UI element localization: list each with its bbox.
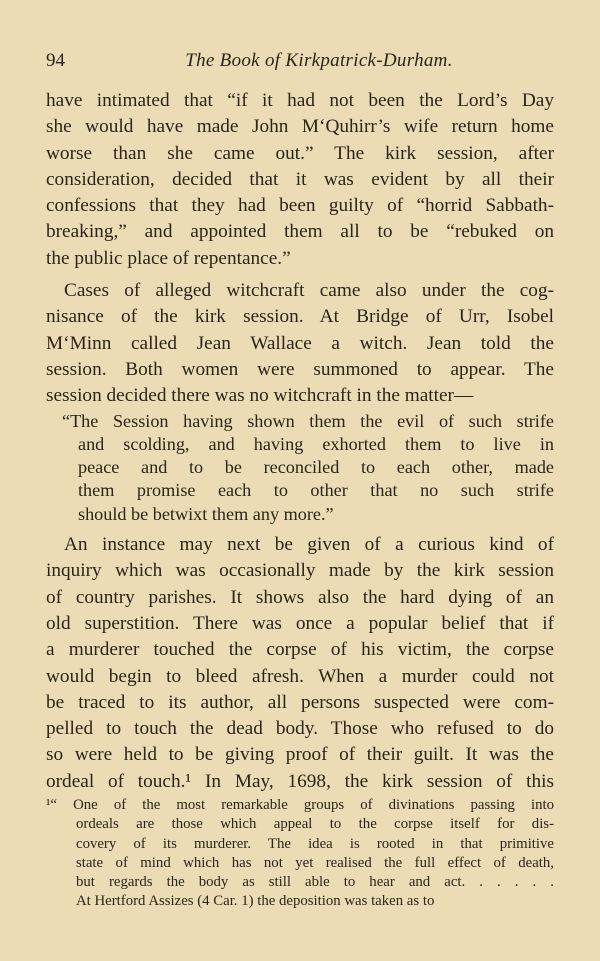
text-line: so were held to be giving proof of their guilt. It was the [46,744,554,766]
text-line: would begin to bleed afresh. When a murder could not [46,665,554,687]
text-line: of country parishes. It shows also the hard dying of an [46,586,554,608]
text-line: the public place of repentance.” [46,247,291,269]
block-quote [46,410,554,526]
quote-line: and scolding, and having exhorted them to live in [78,433,554,454]
text-line: M‘Minn called Jean Wallace a witch. Jean told the [46,332,554,354]
text-line: ordeal of touch.¹ In May, 1698, the kirk session of this [46,770,554,792]
text-line: consideration, decided that it was evident by all their [46,168,554,190]
text-line: An instance may next be given of a curious kind of [64,534,554,556]
footnote-line: but regards the body as still able to hear and act. . . . . . [76,874,554,891]
footnote-line: state of mind which has not yet realised the full effect of death, [76,854,554,871]
quote-line: “The Session having shown them the evil of such strife [62,410,554,431]
quote-line: them promise each to other that no such strife [78,480,554,501]
text-line: pelled to touch the dead body. Those who refused to do [46,718,554,740]
text-line: Cases of alleged witchcraft came also under the cog- [64,280,554,302]
text-line: inquiry which was occasionally made by the kirk session [46,560,554,582]
text-line: breaking,” and appointed them all to be “rebuked on [46,221,554,243]
footnote [46,796,554,912]
paragraph-1 [46,88,554,272]
text-line: confessions that they had been guilty of “horrid Sabbath- [46,195,554,217]
footnote-line: At Hertford Assizes (4 Car. 1) the deposition was taken as to [76,893,435,910]
page-header [46,50,554,78]
body-text [46,88,554,795]
text-line: session decided there was no witchcraft in the matter— [46,385,474,407]
footnote-line: ¹“ One of the most remarkable groups of divinations passing into [46,797,554,813]
text-line: worse than she came out.” The kirk session, after [46,142,554,164]
text-line: have intimated that “if it had not been the Lord’s Day [46,90,554,111]
text-line: she would have made John M‘Quhirr’s wife return home [46,116,554,138]
footnote-line: ordeals are those which appeal to the corpse itself for dis- [76,816,554,833]
text-line: session. Both women were summoned to appear. The [46,358,554,380]
running-title: The Book of Kirkpatrick-Durham. [185,50,453,71]
footnote-line: covery of its murderer. The idea is rooted in that primitive [76,835,554,852]
text-line: a murderer touched the corpse of his victim, the corpse [46,639,554,661]
paragraph-2 [46,278,554,409]
paragraph-3 [46,532,554,795]
text-line: be traced to its author, all persons suspected were com- [46,691,554,713]
text-line: nisance of the kirk session. At Bridge of Urr, Isobel [46,306,554,328]
quote-line: peace and to be reconciled to each other, made [78,457,554,478]
text-line: old superstition. There was once a popular belief that if [46,612,554,634]
page-number: 94 [46,50,65,71]
quote-line: should be betwixt them any more.” [78,503,334,524]
